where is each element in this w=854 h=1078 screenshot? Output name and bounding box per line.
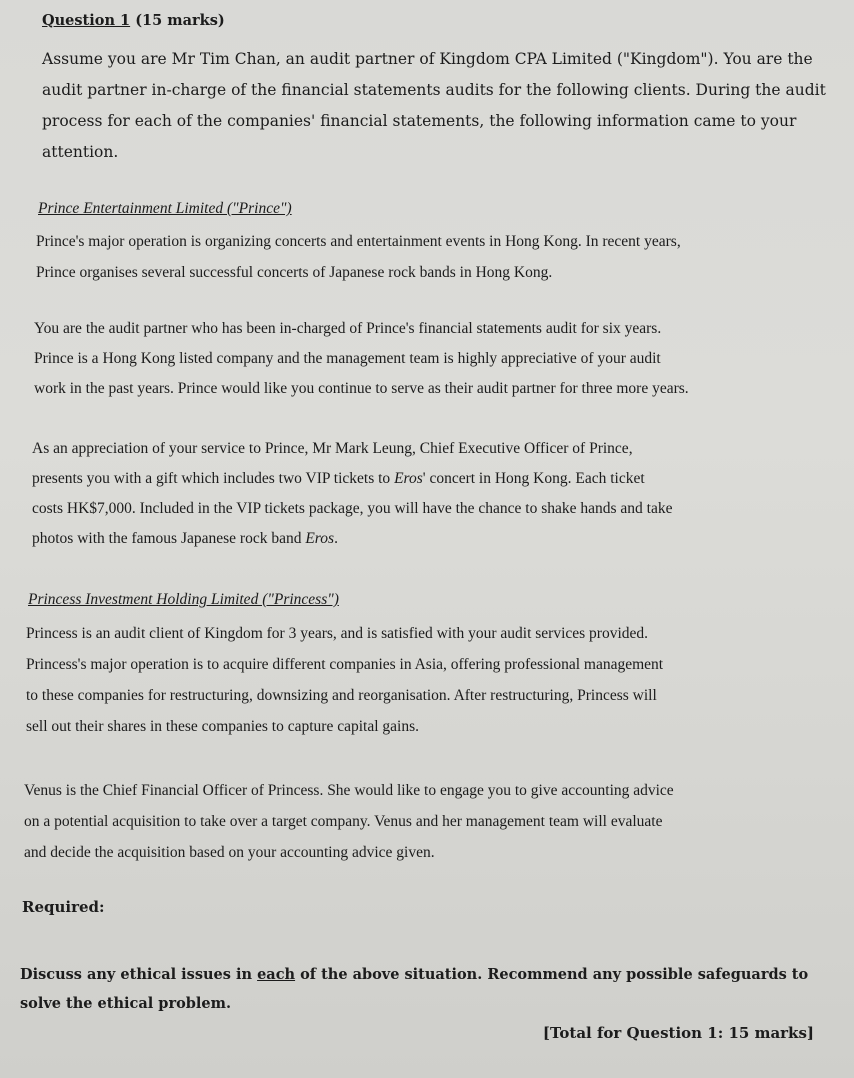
- prince-p1-line: Prince's major operation is organizing concerts and entertainment events in Hong Kong. In recent years,: [36, 233, 681, 250]
- prince-p2-line: work in the past years. Prince would like you continue to serve as their audit partner for three more years.: [34, 380, 689, 397]
- prince-paragraph-2: [34, 314, 689, 404]
- prince-p1-line: Prince organises several successful concerts of Japanese rock bands in Hong Kong.: [36, 264, 553, 281]
- total-marks: [Total for Question 1: 15 marks]: [542, 1024, 814, 1042]
- princess-p1-line: sell out their shares in these companies to capture capital gains.: [26, 718, 419, 735]
- question-label: Question 1: [42, 12, 131, 29]
- intro-line: audit partner in-charge of the financial statements audits for the following clients. During the audit: [42, 81, 826, 99]
- intro-line: attention.: [42, 143, 119, 161]
- prince-heading: Prince Entertainment Limited ("Prince"): [38, 200, 292, 217]
- intro-line: process for each of the companies' financial statements, the following information came to your: [42, 112, 797, 130]
- intro-paragraph: [42, 44, 826, 168]
- princess-paragraph-1: [26, 618, 663, 742]
- princess-p2-line: on a potential acquisition to take over a target company. Venus and her management team will evaluate: [24, 813, 663, 830]
- required-line-1-post: of the above situation. Recommend any possible safeguards to: [295, 966, 809, 983]
- princess-p1-line: to these companies for restructuring, downsizing and reorganisation. After restructuring, Princess will: [26, 687, 657, 704]
- question-marks: (15 marks): [135, 12, 225, 29]
- required-each: each: [257, 966, 296, 983]
- prince-p3-line: photos with the famous Japanese rock band Eros.: [32, 530, 338, 547]
- prince-paragraph-1: [36, 226, 681, 288]
- prince-p2-line: Prince is a Hong Kong listed company and the management team is highly appreciative of your audit: [34, 350, 661, 367]
- required-label: Required:: [22, 898, 105, 916]
- prince-p3-line: costs HK$7,000. Included in the VIP tickets package, you will have the chance to shake hands and take: [32, 500, 673, 517]
- required-line-1-pre: Discuss any ethical issues in: [20, 966, 258, 983]
- required-line-2: solve the ethical problem.: [20, 995, 232, 1012]
- prince-p2-line: You are the audit partner who has been in-charged of Prince's financial statements audit for six years.: [34, 320, 662, 337]
- princess-paragraph-2: [24, 775, 674, 868]
- required-line-1: [20, 960, 808, 989]
- required-instructions: [20, 960, 808, 1018]
- princess-p1-line: Princess is an audit client of Kingdom for 3 years, and is satisfied with your audit services provided.: [26, 625, 649, 642]
- prince-p3-line: presents you with a gift which includes two VIP tickets to Eros' concert in Hong Kong. Each ticket: [32, 470, 645, 487]
- princess-p2-line: Venus is the Chief Financial Officer of Princess. She would like to engage you to give accounting advice: [24, 782, 674, 799]
- intro-line: Assume you are Mr Tim Chan, an audit partner of Kingdom CPA Limited ("Kingdom"). You are the: [42, 50, 813, 68]
- princess-p1-line: Princess's major operation is to acquire different companies in Asia, offering professional management: [26, 656, 664, 673]
- question-title: [42, 12, 225, 29]
- princess-p2-line: and decide the acquisition based on your accounting advice given.: [24, 844, 435, 861]
- prince-p3-line: As an appreciation of your service to Prince, Mr Mark Leung, Chief Executive Officer of Prince,: [32, 440, 633, 457]
- princess-heading: Princess Investment Holding Limited ("Princess"): [28, 591, 339, 608]
- prince-paragraph-3: [32, 434, 673, 554]
